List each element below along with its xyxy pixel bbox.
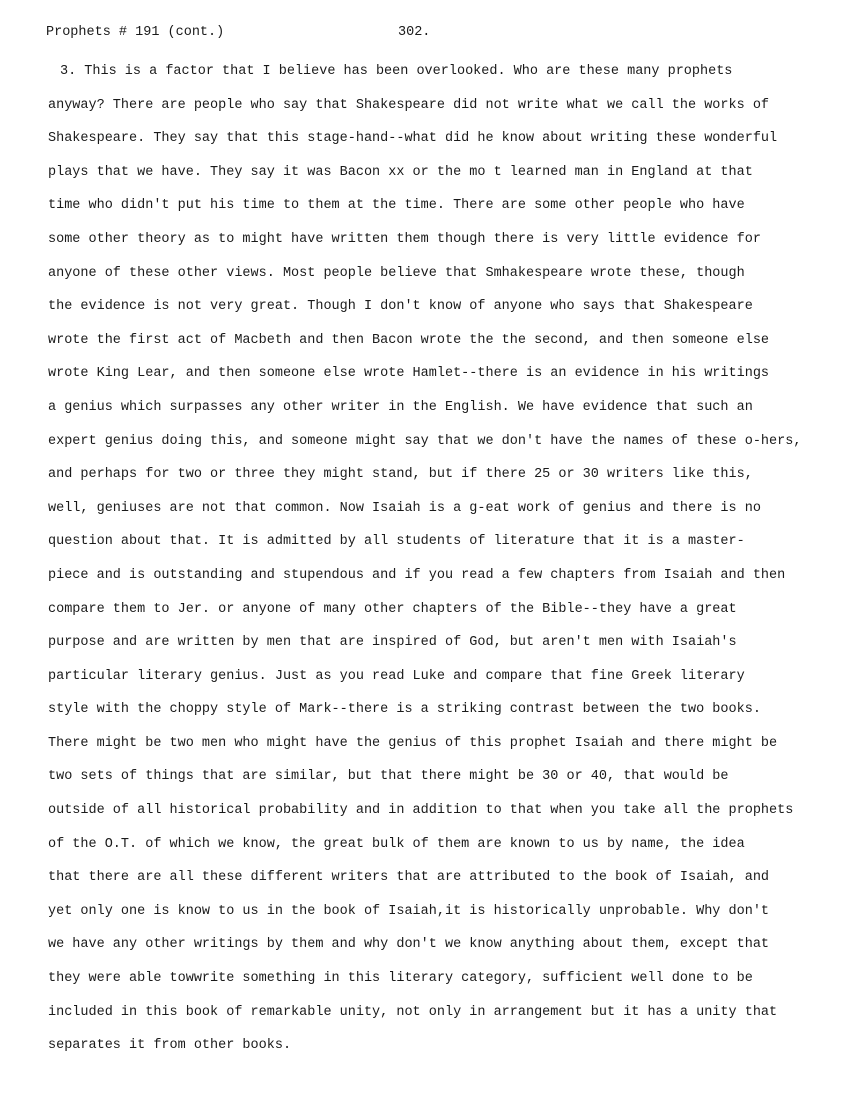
text-line: time who didn't put his time to them at the time. There are some other people who have	[48, 198, 745, 214]
text-line: There might be two men who might have the genius of this prophet Isaiah and there might be	[48, 735, 778, 751]
text-line: piece and is outstanding and stupendous and if you read a few chapters from Isaiah and then	[48, 567, 786, 583]
text-line: some other theory as to might have written them though there is very little evidence for	[48, 231, 761, 247]
text-line: they were able towwrite something in this literary category, sufficient well done to be	[48, 971, 753, 987]
text-line: separates it from other books.	[48, 1038, 292, 1054]
body-text	[48, 55, 818, 1063]
header-title: Prophets # 191 (cont.)	[46, 25, 225, 40]
page-header	[46, 22, 810, 44]
text-line: included in this book of remarkable unity, not only in arrangement but it has a unity that	[48, 1004, 778, 1020]
text-line: expert genius doing this, and someone might say that we don't have the names of these o-hers,	[48, 433, 802, 449]
text-line: anyway? There are people who say that Shakespeare did not write what we call the works of	[48, 97, 770, 113]
text-line: wrote the first act of Macbeth and then Bacon wrote the the second, and then someone else	[48, 332, 770, 348]
text-line: of the O.T. of which we know, the great bulk of them are known to us by name, the idea	[48, 836, 745, 852]
text-line: we have any other writings by them and why don't we know anything about them, except that	[48, 937, 770, 953]
text-line: compare them to Jer. or anyone of many other chapters of the Bible--they have a great	[48, 601, 737, 617]
text-line: 3. This is a factor that I believe has been overlooked. Who are these many prophets	[60, 64, 733, 79]
text-line: the evidence is not very great. Though I don't know of anyone who says that Shakespeare	[48, 299, 753, 315]
text-line: yet only one is know to us in the book of Isaiah,it is historically unprobable. Why don't	[48, 903, 770, 919]
text-line: style with the choppy style of Mark--there is a striking contrast between the two books.	[48, 702, 761, 718]
text-line: plays that we have. They say it was Bacon xx or the mo t learned man in England at that	[48, 164, 753, 180]
text-line: anyone of these other views. Most people believe that Smhakespeare wrote these, though	[48, 265, 745, 281]
text-line: a genius which surpasses any other writer in the English. We have evidence that such an	[48, 399, 753, 415]
text-line: purpose and are written by men that are inspired of God, but aren't men with Isaiah's	[48, 635, 737, 651]
text-line: Shakespeare. They say that this stage-hand--what did he know about writing these wonderful	[48, 131, 778, 147]
text-line: particular literary genius. Just as you read Luke and compare that fine Greek literary	[48, 668, 745, 684]
text-line: two sets of things that are similar, but that there might be 30 or 40, that would be	[48, 769, 729, 785]
page-number: 302.	[398, 25, 431, 40]
text-line: and perhaps for two or three they might stand, but if there 25 or 30 writers like this,	[48, 467, 753, 483]
text-line: that there are all these different writers that are attributed to the book of Isaiah, and	[48, 870, 770, 886]
text-line: outside of all historical probability and in addition to that when you take all the prophets	[48, 803, 794, 819]
text-line: wrote King Lear, and then someone else wrote Hamlet--there is an evidence in his writings	[48, 366, 770, 382]
text-line: well, geniuses are not that common. Now Isaiah is a g-eat work of genius and there is no	[48, 500, 761, 516]
text-line: question about that. It is admitted by all students of literature that it is a master-	[48, 534, 745, 550]
